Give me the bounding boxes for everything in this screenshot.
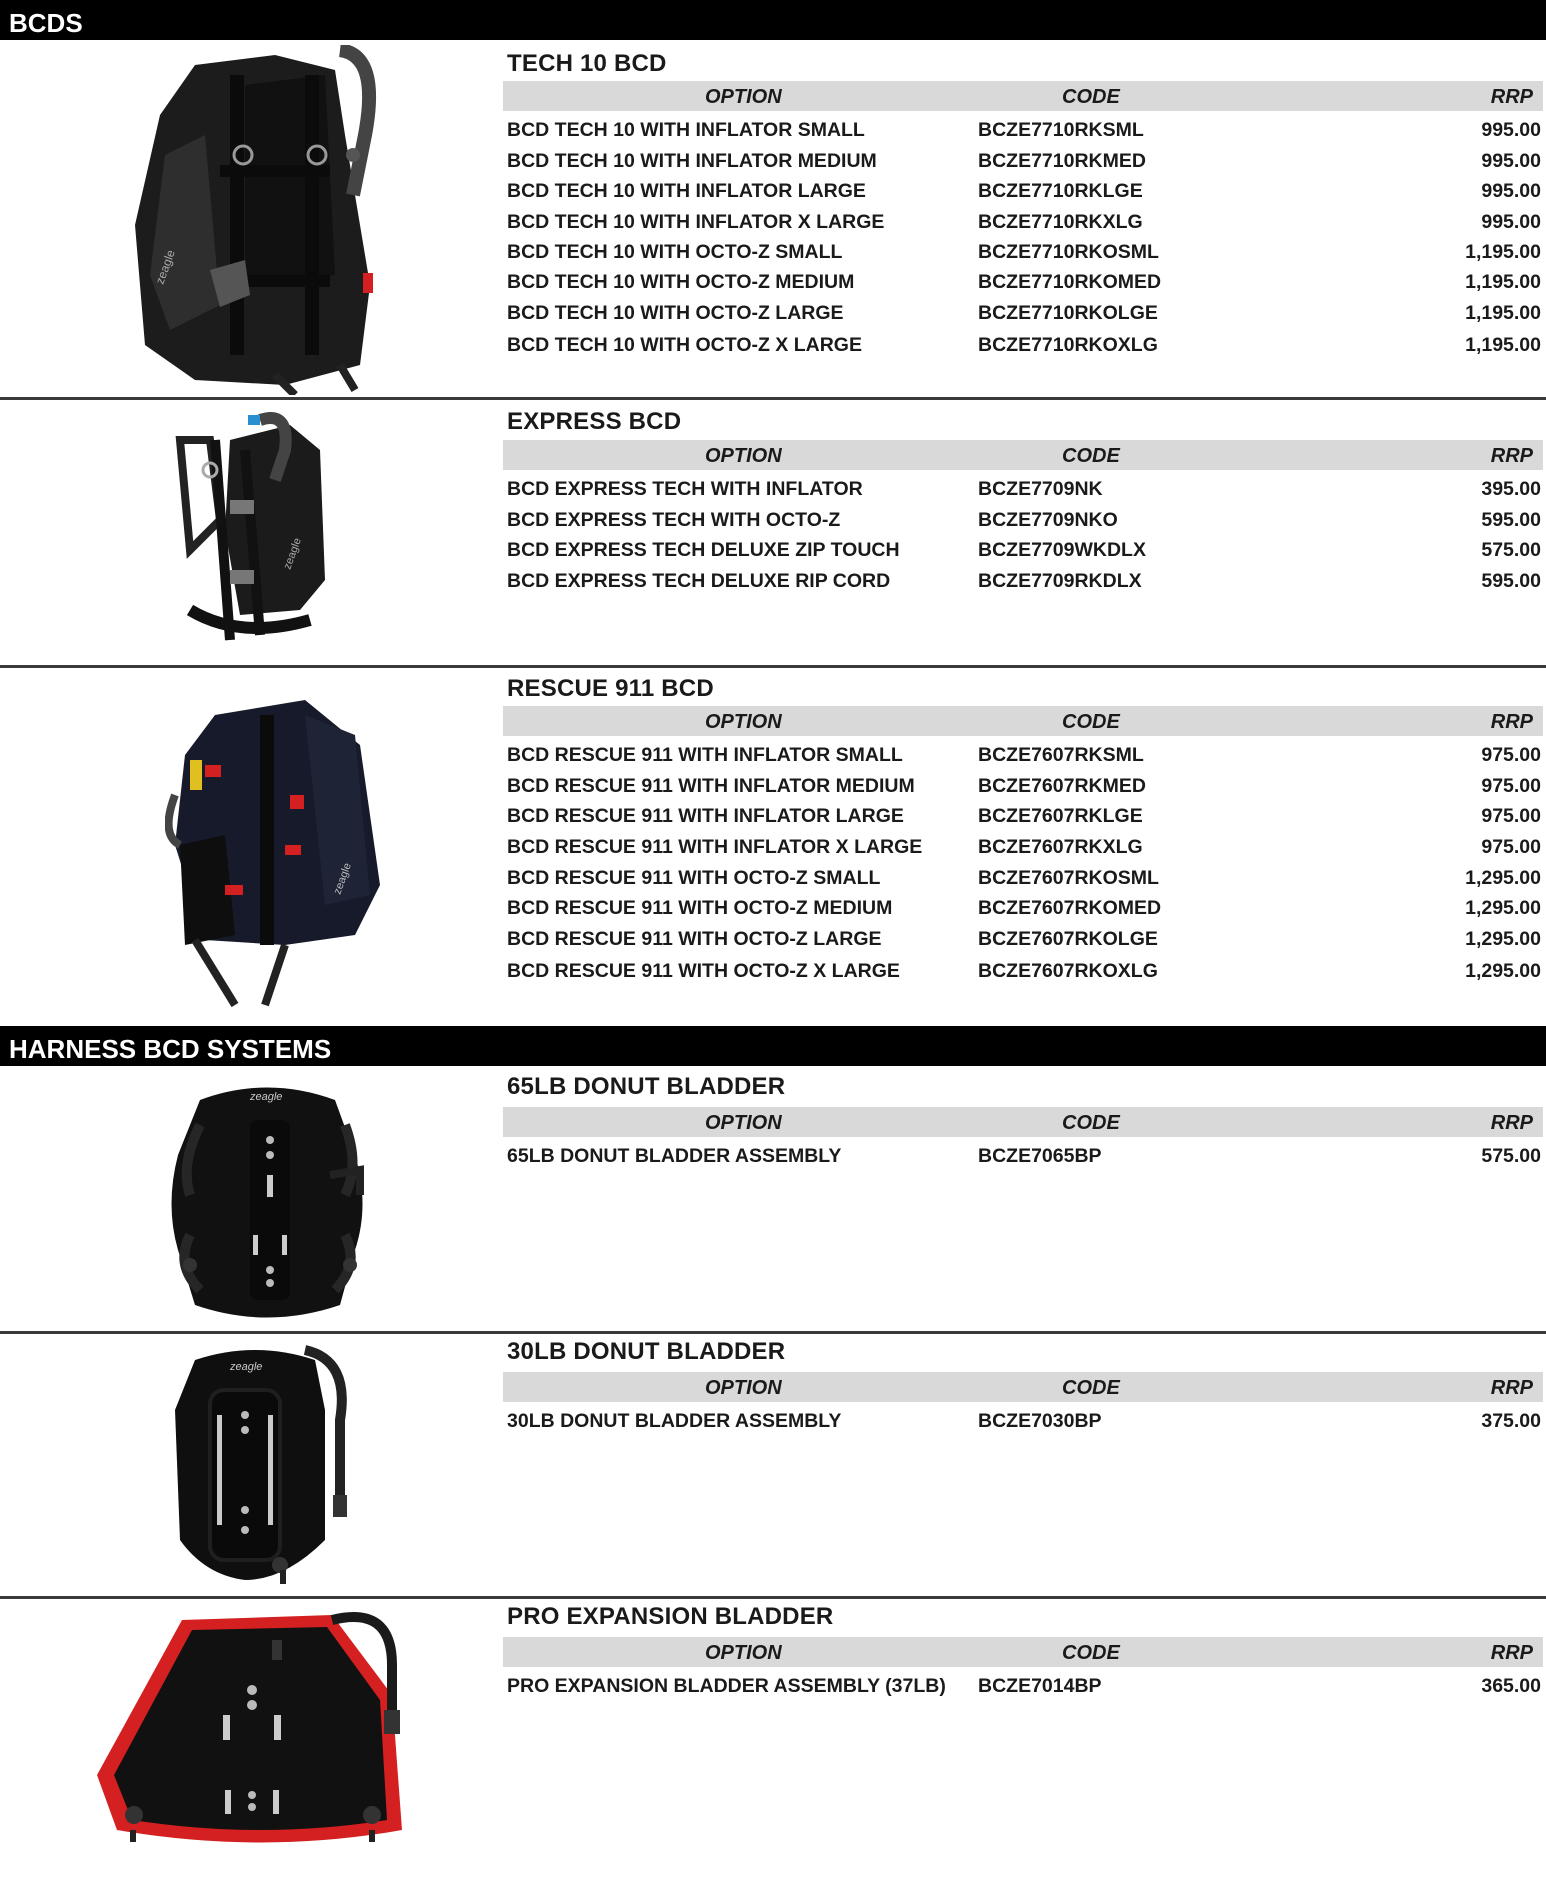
code-cell: BCZE7710RKOMED (978, 271, 1162, 293)
col-code: CODE (1062, 1112, 1120, 1134)
table-header (503, 706, 1543, 736)
option-cell: BCD EXPRESS TECH WITH INFLATOR (507, 478, 863, 500)
rrp-cell: 1,295.00 (1465, 867, 1541, 889)
option-cell: BCD RESCUE 911 WITH INFLATOR X LARGE (507, 836, 923, 858)
rrp-cell: 595.00 (1481, 509, 1541, 531)
option-cell: BCD EXPRESS TECH DELUXE RIP CORD (507, 570, 891, 592)
table-row (503, 505, 1543, 535)
table-row (503, 474, 1543, 504)
product-title: 65LB DONUT BLADDER (507, 1073, 786, 1100)
col-code: CODE (1062, 1377, 1120, 1399)
code-cell: BCZE7710RKOXLG (978, 334, 1158, 356)
code-cell: BCZE7710RKOLGE (978, 302, 1158, 324)
rrp-cell: 975.00 (1481, 836, 1541, 858)
svg-text:zeagle: zeagle (230, 1361, 263, 1373)
table-row (503, 863, 1543, 893)
code-cell: BCZE7607RKOSML (978, 867, 1159, 889)
rrp-cell: 995.00 (1481, 150, 1541, 172)
rrp-cell: 995.00 (1481, 119, 1541, 141)
option-cell: BCD EXPRESS TECH WITH OCTO-Z (507, 509, 841, 531)
table-header (503, 1637, 1543, 1667)
table-row (503, 893, 1543, 923)
code-cell: BCZE7607RKOMED (978, 897, 1162, 919)
product-title: 30LB DONUT BLADDER (507, 1338, 786, 1365)
table-row (503, 740, 1543, 770)
code-cell: BCZE7710RKMED (978, 150, 1146, 172)
code-cell: BCZE7710RKSML (978, 119, 1144, 141)
col-option: OPTION (705, 711, 782, 733)
col-rrp: RRP (1490, 711, 1533, 733)
option-cell: BCD RESCUE 911 WITH OCTO-Z MEDIUM (507, 897, 893, 919)
rrp-cell: 1,295.00 (1465, 928, 1541, 950)
section-header-harness (0, 1026, 1546, 1066)
option-cell: BCD TECH 10 WITH OCTO-Z X LARGE (507, 334, 862, 356)
option-cell: BCD RESCUE 911 WITH INFLATOR SMALL (507, 744, 903, 766)
rrp-cell: 995.00 (1481, 211, 1541, 233)
option-cell: BCD TECH 10 WITH OCTO-Z SMALL (507, 241, 843, 263)
table-row (503, 566, 1543, 596)
svg-text:zeagle: zeagle (250, 1091, 283, 1103)
option-cell: BCD TECH 10 WITH INFLATOR MEDIUM (507, 150, 877, 172)
code-cell: BCZE7607RKXLG (978, 836, 1143, 858)
rrp-cell: 1,295.00 (1465, 960, 1541, 982)
code-cell: BCZE7709WKDLX (978, 539, 1146, 561)
col-option: OPTION (705, 445, 782, 467)
table-row (503, 298, 1543, 328)
rrp-cell: 1,195.00 (1465, 334, 1541, 356)
col-rrp: RRP (1490, 445, 1533, 467)
product-title: EXPRESS BCD (507, 408, 682, 435)
table-header (503, 1372, 1543, 1402)
option-cell: 65LB DONUT BLADDER ASSEMBLY (507, 1145, 842, 1167)
expansion-bladder-image (92, 1605, 427, 1855)
section-title: BCDS (9, 8, 83, 38)
option-cell: BCD RESCUE 911 WITH OCTO-Z LARGE (507, 928, 882, 950)
code-cell: BCZE7710RKXLG (978, 211, 1143, 233)
rrp-cell: 595.00 (1481, 570, 1541, 592)
code-cell: BCZE7607RKSML (978, 744, 1144, 766)
table-header (503, 81, 1543, 111)
rrp-cell: 975.00 (1481, 805, 1541, 827)
table-row (503, 956, 1543, 986)
rrp-cell: 975.00 (1481, 744, 1541, 766)
code-cell: BCZE7709NKO (978, 509, 1118, 531)
table-header (503, 440, 1543, 470)
code-cell: BCZE7607RKOLGE (978, 928, 1158, 950)
option-cell: BCD RESCUE 911 WITH INFLATOR MEDIUM (507, 775, 915, 797)
code-cell: BCZE7065BP (978, 1145, 1102, 1167)
option-cell: BCD RESCUE 911 WITH INFLATOR LARGE (507, 805, 904, 827)
code-cell: BCZE7710RKLGE (978, 180, 1143, 202)
table-row (503, 237, 1543, 267)
section-divider (0, 665, 1546, 668)
rrp-cell: 1,195.00 (1465, 271, 1541, 293)
option-cell: BCD TECH 10 WITH INFLATOR X LARGE (507, 211, 885, 233)
code-cell: BCZE7607RKMED (978, 775, 1146, 797)
code-cell: BCZE7607RKOXLG (978, 960, 1158, 982)
rrp-cell: 575.00 (1481, 539, 1541, 561)
col-rrp: RRP (1490, 86, 1533, 108)
option-cell: BCD TECH 10 WITH INFLATOR LARGE (507, 180, 866, 202)
code-cell: BCZE7014BP (978, 1675, 1102, 1697)
donut-bladder-image (160, 1075, 375, 1330)
option-cell: BCD TECH 10 WITH OCTO-Z MEDIUM (507, 271, 855, 293)
col-rrp: RRP (1490, 1642, 1533, 1664)
option-cell: BCD EXPRESS TECH DELUXE ZIP TOUCH (507, 539, 900, 561)
table-row (503, 1141, 1543, 1171)
table-row (503, 535, 1543, 565)
rrp-cell: 995.00 (1481, 180, 1541, 202)
product-title: PRO EXPANSION BLADDER (507, 1603, 834, 1630)
option-cell: BCD RESCUE 911 WITH OCTO-Z SMALL (507, 867, 881, 889)
col-code: CODE (1062, 445, 1120, 467)
col-option: OPTION (705, 1112, 782, 1134)
code-cell: BCZE7030BP (978, 1410, 1102, 1432)
table-row (503, 924, 1543, 954)
product-title: RESCUE 911 BCD (507, 675, 714, 702)
bcd-jacket-image (125, 45, 390, 395)
table-row (503, 267, 1543, 297)
section-divider (0, 397, 1546, 400)
svg-text:zeagle: zeagle (281, 536, 304, 572)
col-code: CODE (1062, 1642, 1120, 1664)
option-cell: PRO EXPANSION BLADDER ASSEMBLY (37LB) (507, 1675, 946, 1697)
section-divider (0, 1331, 1546, 1334)
option-cell: BCD TECH 10 WITH OCTO-Z LARGE (507, 302, 844, 324)
col-option: OPTION (705, 1377, 782, 1399)
rrp-cell: 375.00 (1481, 1410, 1541, 1432)
option-cell: BCD TECH 10 WITH INFLATOR SMALL (507, 119, 865, 141)
table-row (503, 1406, 1543, 1436)
code-cell: BCZE7710RKOSML (978, 241, 1159, 263)
rrp-cell: 975.00 (1481, 775, 1541, 797)
rrp-cell: 1,195.00 (1465, 302, 1541, 324)
svg-text:zeagle: zeagle (152, 247, 178, 287)
col-code: CODE (1062, 86, 1120, 108)
svg-text:zeagle: zeagle (331, 861, 354, 897)
table-row (503, 146, 1543, 176)
col-rrp: RRP (1490, 1112, 1533, 1134)
rrp-cell: 395.00 (1481, 478, 1541, 500)
code-cell: BCZE7607RKLGE (978, 805, 1143, 827)
col-code: CODE (1062, 711, 1120, 733)
rrp-cell: 365.00 (1481, 1675, 1541, 1697)
col-option: OPTION (705, 86, 782, 108)
rrp-cell: 1,195.00 (1465, 241, 1541, 263)
table-header (503, 1107, 1543, 1137)
table-row (503, 832, 1543, 862)
option-cell: 30LB DONUT BLADDER ASSEMBLY (507, 1410, 842, 1432)
donut-bladder-small-image (165, 1340, 355, 1595)
rrp-cell: 1,295.00 (1465, 897, 1541, 919)
code-cell: BCZE7709NK (978, 478, 1103, 500)
section-title: HARNESS BCD SYSTEMS (9, 1034, 332, 1064)
rrp-cell: 575.00 (1481, 1145, 1541, 1167)
bcd-harness-image (170, 410, 335, 660)
table-row (503, 771, 1543, 801)
table-row (503, 801, 1543, 831)
code-cell: BCZE7709RKDLX (978, 570, 1142, 592)
section-header-bcds (0, 0, 1546, 40)
col-option: OPTION (705, 1642, 782, 1664)
table-row (503, 115, 1543, 145)
table-row (503, 330, 1543, 360)
table-row (503, 1671, 1543, 1701)
table-row (503, 207, 1543, 237)
product-title: TECH 10 BCD (507, 50, 667, 77)
option-cell: BCD RESCUE 911 WITH OCTO-Z X LARGE (507, 960, 900, 982)
table-row (503, 176, 1543, 206)
section-divider (0, 1596, 1546, 1599)
col-rrp: RRP (1490, 1377, 1533, 1399)
bcd-rescue-image (165, 695, 385, 1010)
